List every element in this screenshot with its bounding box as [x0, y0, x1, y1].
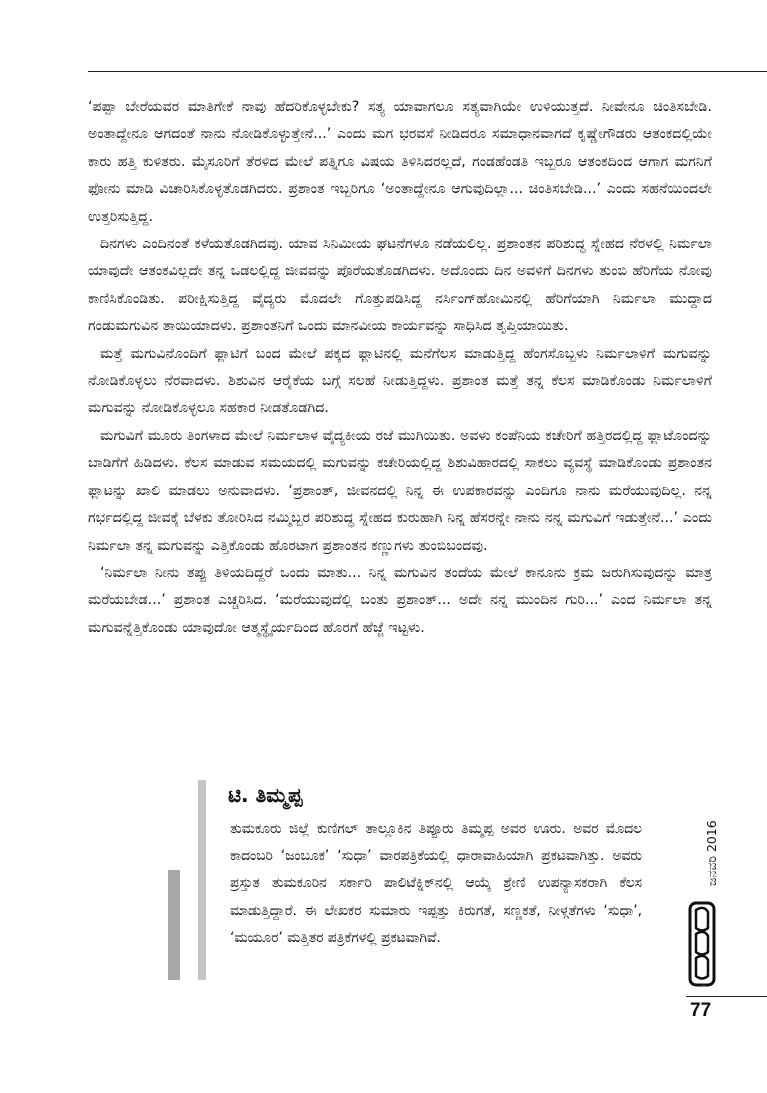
magazine-name: ಮಯೂರ: [702, 986, 706, 987]
issue-date: ಜನವರಿ 2016: [704, 820, 719, 886]
article-body: [88, 94, 712, 642]
author-bio-box: [168, 780, 688, 980]
paragraph: ‘ಪಪ್ಪಾ ಬೇರೆಯವರ ಮಾತಿಗೇಕೆ ನಾವು ಹೆದರಿಕೊಳ್ಳಬೇಕು? ಸತ್ಯ ಯಾವಾಗಲೂ ಸತ್ಯವಾಗಿಯೇ ಉಳಿಯುತ್ತದೆ. ನೀವೇನೂ ಚಿಂತಿಸಬೇಡಿ. ಅಂತಾದ್ದೇನೂ ಆಗದಂತೆ ನಾನು ನೋಡಿಕೊಳ್ಳುತ್ತೇನೆ...’ ಎಂದು ಮಗ ಭರವಸೆ ನೀಡಿದರೂ ಸಮಾಧಾನವಾಗದೆ ಕೃಷ್ಣೇಗೌಡರು ಆತಂಕದಲ್ಲಿಯೇ ಕಾರು ಹತ್ತಿ ಕುಳಿತರು. ಮೈಸೂರಿಗೆ ತೆರಳಿದ ಮೇಲೆ ಪತ್ನಿಗೂ ವಿಷಯ ತಿಳಿಸಿದರಲ್ಲದೆ, ಗಂಡಹೆಂಡತಿ ಇಬ್ಬರೂ ಆತಂಕದಿಂದ ಆಗಾಗ ಮಗನಿಗೆ ಫೋನು ಮಾಡಿ ವಿಚಾರಿಸಿಕೊಳ್ಳತೊಡಗಿದರು. ಪ್ರಶಾಂತ ಇಬ್ಬರಿಗೂ ‘ಅಂತಾದ್ದೇನೂ ಆಗುವುದಿಲ್ಲಾ... ಚಿಂತಿಸಬೇಡಿ...’ ಎಂದು ಸಹನೆಯಿಂದಲೇ ಉತ್ತರಿಸುತ್ತಿದ್ದ.: [88, 99, 712, 225]
bottom-rule: [686, 996, 767, 997]
author-bio: ತುಮಕೂರು ಜಿಲ್ಲೆ ಕುಣಿಗಲ್ ತಾಲ್ಲೂಕಿನ ತಿಪ್ಪೂರು ತಿಮ್ಮಪ್ಪ ಅವರ ಊರು. ಅವರ ಮೊದಲ ಕಾದಂಬರಿ ‘ಜಂಬೂಕ’ ‘ಸುಧಾ’ ವಾರಪತ್ರಿಕೆಯಲ್ಲಿ ಧಾರಾವಾಹಿಯಾಗಿ ಪ್ರಕಟವಾಗಿತ್ತು. ಅವರು ಪ್ರಸ್ತುತ ತುಮಕೂರಿನ ಸರ್ಕಾರಿ ಪಾಲಿಟೆಕ್ನಿಕ್‌ನಲ್ಲಿ ಆಯ್ಕೆ ಶ್ರೇಣಿ ಉಪನ್ಯಾಸಕರಾಗಿ ಕೆಲಸ ಮಾಡುತ್ತಿದ್ದಾರೆ. ಈ ಲೇಖಕರ ಸುಮಾರು ಇಪ್ಪತ್ತು ಕಿರುಗತೆ, ಸಣ್ಣಕತೆ, ನೀಳ್ಗತೆಗಳು ‘ಸುಧಾ’, ‘ಮಯೂರ’ ಮತ್ತಿತರ ಪತ್ರಿಕೆಗಳಲ್ಲಿ ಪ್ರಕಟವಾಗಿವೆ.: [230, 821, 642, 946]
paragraph: ‘ನಿರ್ಮಲಾ ನೀನು ತಪ್ಪು ತಿಳಿಯದಿದ್ದರೆ ಒಂದು ಮಾತು... ನಿನ್ನ ಮಗುವಿನ ತಂದೆಯ ಮೇಲೆ ಕಾನೂನು ಕ್ರಮ ಜರುಗಿಸುವುದನ್ನು ಮಾತ್ರ ಮರೆಯಬೇಡ...’ ಪ್ರಶಾಂತ ಎಚ್ಚರಿಸಿದ. ‘ಮರೆಯುವುದೆಲ್ಲಿ ಬಂತು ಪ್ರಶಾಂತ್... ಅದೇ ನನ್ನ ಮುಂದಿನ ಗುರಿ...’ ಎಂದ ನಿರ್ಮಲಾ ತನ್ನ ಮಗುವನ್ನೆತ್ತಿಕೊಂಡು ಯಾವುದೋ ಆತ್ಮಸ್ಥೈರ್ಯದಿಂದ ಹೊರಗೆ ಹೆಜ್ಜೆ ಇಟ್ಟಳು.: [88, 564, 712, 636]
author-name: ಟಿ. ತಿಮ್ಮಪ್ಪ: [228, 783, 303, 807]
paragraph: ಮಗುವಿಗೆ ಮೂರು ತಿಂಗಳಾದ ಮೇಲೆ ನಿರ್ಮಲಾಳ ವೈದ್ಯಕೀಯ ರಜೆ ಮುಗಿಯಿತು. ಅವಳು ಕಂಪೆನಿಯ ಕಚೇರಿಗೆ ಹತ್ತಿರದಲ್ಲಿದ್ದ ಫ್ಲಾಟೊಂದನ್ನು ಬಾಡಿಗೆಗೆ ಹಿಡಿದಳು. ಕೆಲಸ ಮಾಡುವ ಸಮಯದಲ್ಲಿ ಮಗುವನ್ನು ಕಚೇರಿಯಲ್ಲಿದ್ದ ಶಿಶುವಿಹಾರದಲ್ಲಿ ಸಾಕಲು ವ್ಯವಸ್ಥೆ ಮಾಡಿಕೊಂಡು ಪ್ರಶಾಂತನ ಫ್ಲಾಟನ್ನು ಖಾಲಿ ಮಾಡಲು ಅನುವಾದಳು. ‘ಪ್ರಶಾಂತ್, ಜೀವನದಲ್ಲಿ ನಿನ್ನ ಈ ಉಪಕಾರವನ್ನು ಎಂದಿಗೂ ನಾನು ಮರೆಯುವುದಿಲ್ಲ. ನನ್ನ ಗರ್ಭದಲ್ಲಿದ್ದ ಜೀವಕ್ಕೆ ಬೆಳಕು ತೋರಿಸಿದ ನಮ್ಮಿಬ್ಬರ ಪರಿಶುದ್ಧ ಸ್ನೇಹದ ಕುರುಹಾಗಿ ನಿನ್ನ ಹೆಸರನ್ನೇ ನಾನು ನನ್ನ ಮಗುವಿಗೆ ಇಡುತ್ತೇನೆ...’ ಎಂದು ನಿರ್ಮಲಾ ತನ್ನ ಮಗುವನ್ನು ಎತ್ತಿಕೊಂಡು ಹೊರಟಾಗ ಪ್ರಶಾಂತನ ಕಣ್ಣುಗಳು ತುಂಬಿಬಂದವು.: [88, 427, 712, 554]
decorative-bar: [198, 780, 206, 980]
magazine-logo-icon: [686, 900, 722, 988]
paragraph: ದಿನಗಳು ಎಂದಿನಂತೆ ಕಳೆಯತೊಡಗಿದವು. ಯಾವ ಸಿನಿಮೀಯ ಘಟನೆಗಳೂ ನಡೆಯಲಿಲ್ಲ. ಪ್ರಶಾಂತನ ಪರಿಶುದ್ಧ ಸ್ನೇಹದ ನೆರಳಲ್ಲಿ ನಿರ್ಮಲಾ ಯಾವುದೇ ಆತಂಕವಿಲ್ಲದೇ ತನ್ನ ಒಡಲಲ್ಲಿದ್ದ ಜೀವವನ್ನು ಪೊರೆಯತೊಡಗಿದಳು. ಅದೊಂದು ದಿನ ಅವಳಿಗೆ ದಿನಗಳು ತುಂಬಿ ಹೆರಿಗೆಯ ನೋವು ಕಾಣಿಸಿಕೊಂಡಿತು. ಪರೀಕ್ಷಿಸುತ್ತಿದ್ದ ವೈದ್ಯರು ಮೊದಲೇ ಗೊತ್ತುಪಡಿಸಿದ್ದ ನರ್ಸಿಂಗ್‌ಹೋಮಿನಲ್ಲಿ ಹೆರಿಗೆಯಾಗಿ ನಿರ್ಮಲಾ ಮುದ್ದಾದ ಗಂಡುಮಗುವಿನ ತಾಯಿಯಾದಳು. ಪ್ರಶಾಂತನಿಗೆ ಒಂದು ಮಾನವೀಯ ಕಾರ್ಯವನ್ನು ಸಾಧಿಸಿದ ತೃಪ್ತಿಯಾಯಿತು.: [88, 236, 712, 335]
page-number: 77: [690, 1000, 712, 1021]
paragraph: ಮತ್ತೆ ಮಗುವಿನೊಂದಿಗೆ ಫ್ಲಾಟಿಗೆ ಬಂದ ಮೇಲೆ ಪಕ್ಕದ ಫ್ಲಾಟಿನಲ್ಲಿ ಮನೆಗೆಲಸ ಮಾಡುತ್ತಿದ್ದ ಹೆಂಗಸೊಬ್ಬಳು ನಿರ್ಮಲಾಳಿಗೆ ಮಗುವನ್ನು ನೋಡಿಕೊಳ್ಳಲು ನೆರವಾದಳು. ಶಿಶುವಿನ ಆರೈಕೆಯ ಬಗ್ಗೆ ಸಲಹೆ ನೀಡುತ್ತಿದ್ದಳು. ಪ್ರಶಾಂತ ಮತ್ತೆ ತನ್ನ ಕೆಲಸ ಮಾಡಿಕೊಂಡು ನಿರ್ಮಲಾಳಿಗೆ ಮಗುವನ್ನು ನೋಡಿಕೊಳ್ಳಲೂ ಸಹಕಾರ ನೀಡತೊಡಗಿದ.: [88, 345, 712, 417]
decorative-bar: [168, 870, 180, 980]
top-rule: [88, 71, 767, 72]
magazine-footer: [686, 800, 726, 990]
